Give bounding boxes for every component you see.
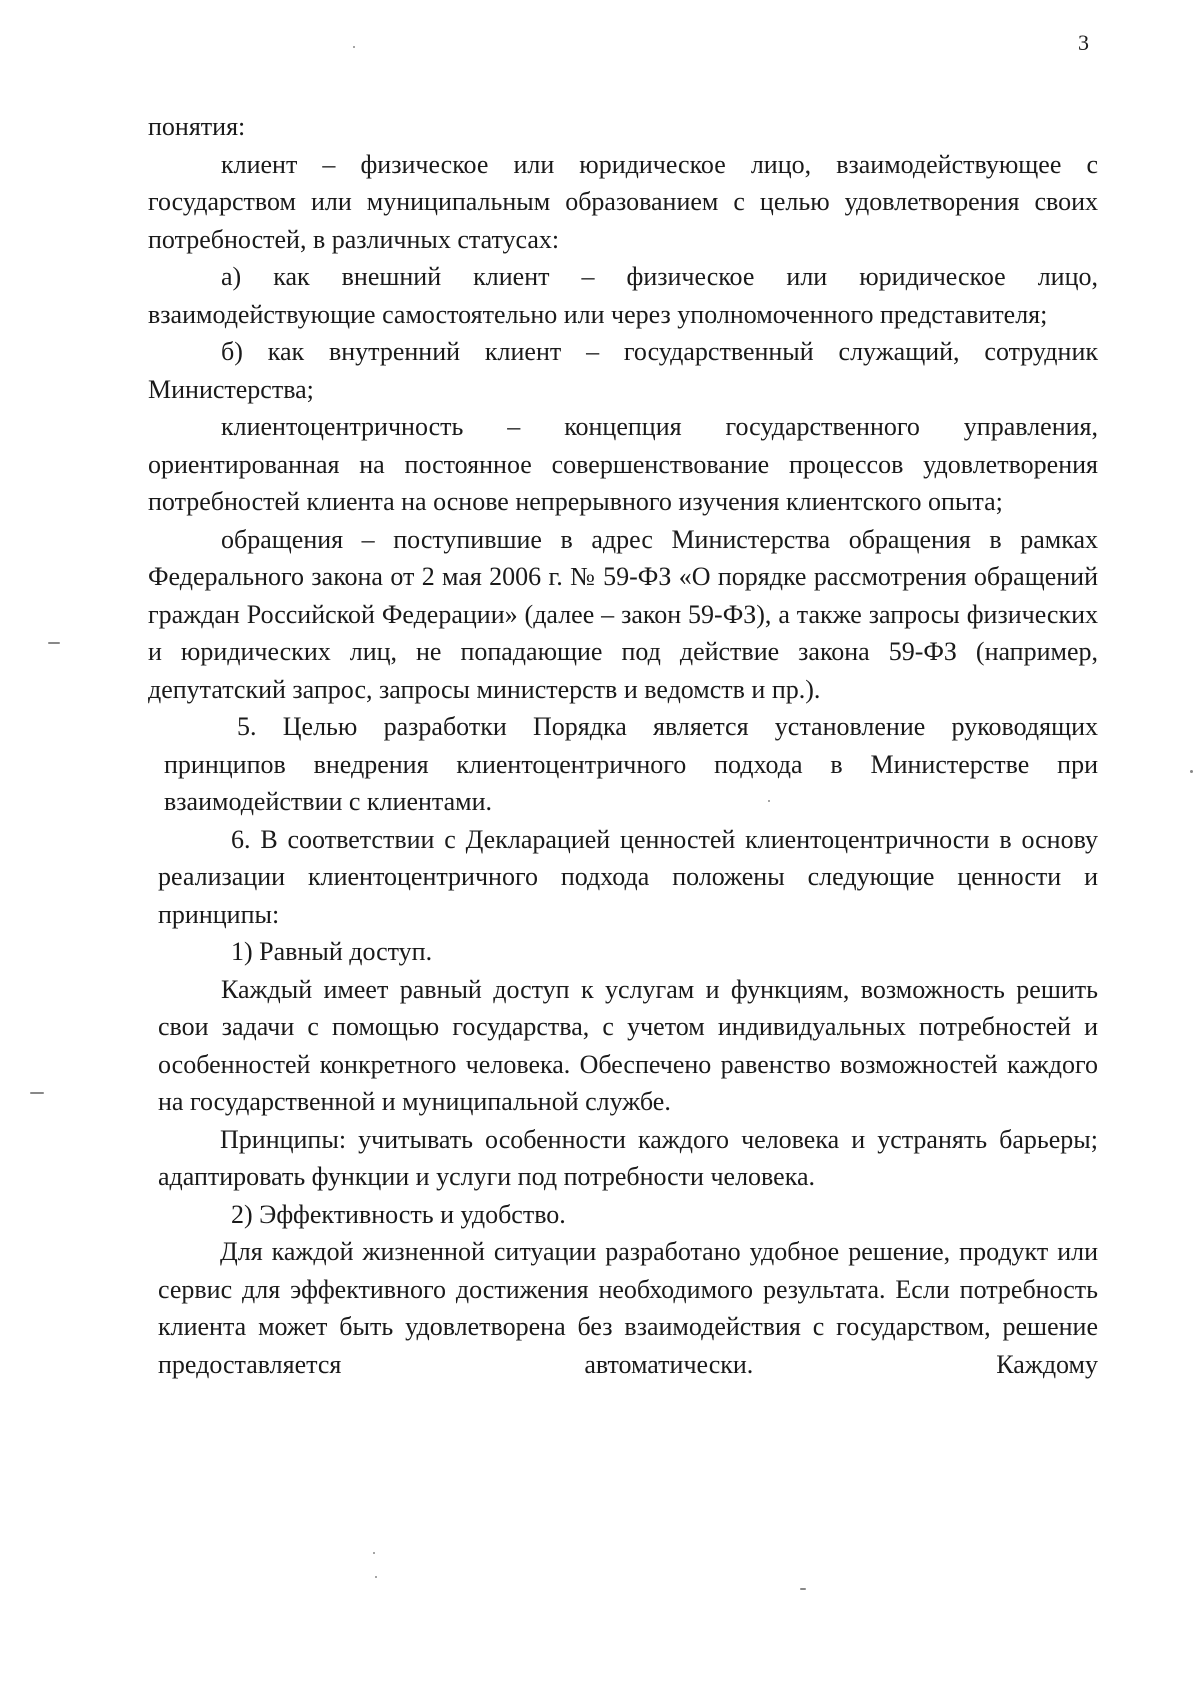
scan-speck bbox=[373, 1552, 375, 1554]
scan-speck bbox=[800, 1588, 806, 1590]
scan-speck bbox=[1190, 770, 1193, 773]
paragraph-equal-access-text: Каждый имеет равный доступ к услугам и функциям, возможность решить свои задачи с помощью государства, с учетом индивидуальных потребностей и особенностей конкретного человека. Обеспечено равенство возможностей каждого на государственной и муниципальной службе. bbox=[158, 974, 1098, 1116]
page-number: 3 bbox=[1078, 30, 1089, 55]
paragraph-client-centricity: клиентоцентричность – концепция государственного управления, ориентированная на постоянное совершенствование процессов удовлетворения потребностей клиента на основе непрерывного изучения клиентского опыта; bbox=[148, 412, 1098, 516]
paragraph-internal-client: б) как внутренний клиент – государственный служащий, сотрудник Министерства; bbox=[148, 337, 1098, 404]
paragraph-appeals: обращения – поступившие в адрес Министерства обращения в рамках Федерального закона от 2 мая 2006 г. № 59-ФЗ «О порядке рассмотрения обращений граждан Российской Федерации» (далее – закон 59-ФЗ), а также запросы физических и юридических лиц, не попадающие под действие закона 59-ФЗ (например, депутатский запрос, запросы министерств и ведомств и пр.). bbox=[148, 524, 1098, 704]
paragraph-principles-1: Принципы: учитывать особенности каждого человека и устранять барьеры; адаптировать функции и услуги под потребности человека. bbox=[158, 1124, 1098, 1191]
paragraph-concepts-intro: понятия: bbox=[148, 112, 246, 141]
paragraph-efficiency-heading: 2) Эффективность и удобство. bbox=[231, 1199, 566, 1229]
scan-speck bbox=[30, 1092, 44, 1094]
paragraph-external-client: а) как внешний клиент – физическое или юридическое лицо, взаимодействующие самостоятельно или через уполномоченного представителя; bbox=[148, 262, 1098, 329]
paragraph-equal-access-heading: 1) Равный доступ. bbox=[231, 937, 433, 966]
scan-speck bbox=[48, 642, 60, 644]
paragraph-item-6: 6. В соответствии с Декларацией ценностей клиентоцентричности в основу реализации клиентоцентричного подхода положены следующие ценности и принципы: bbox=[158, 824, 1098, 929]
paragraph-efficiency-text: Для каждой жизненной ситуации разработано удобное решение, продукт или сервис для эффективного достижения необходимого результата. Если потребность клиента может быть удовлетворена без взаимодействия с государством, решение предоставляется автоматически. Каждому bbox=[158, 1237, 1098, 1379]
paragraph-item-5: 5. Целью разработки Порядка является установление руководящих принципов внедрения клиентоцентричного подхода в Министерстве при взаимодействии с клиентами. bbox=[164, 712, 1098, 816]
document-body bbox=[148, 108, 1098, 1383]
scan-speck bbox=[375, 1576, 377, 1578]
scan-speck bbox=[353, 46, 355, 48]
scan-speck bbox=[768, 800, 770, 802]
paragraph-client-definition: клиент – физическое или юридическое лицо, взаимодействующее с государством или муниципальным образованием с целью удовлетворения своих потребностей, в различных статусах: bbox=[148, 149, 1098, 254]
